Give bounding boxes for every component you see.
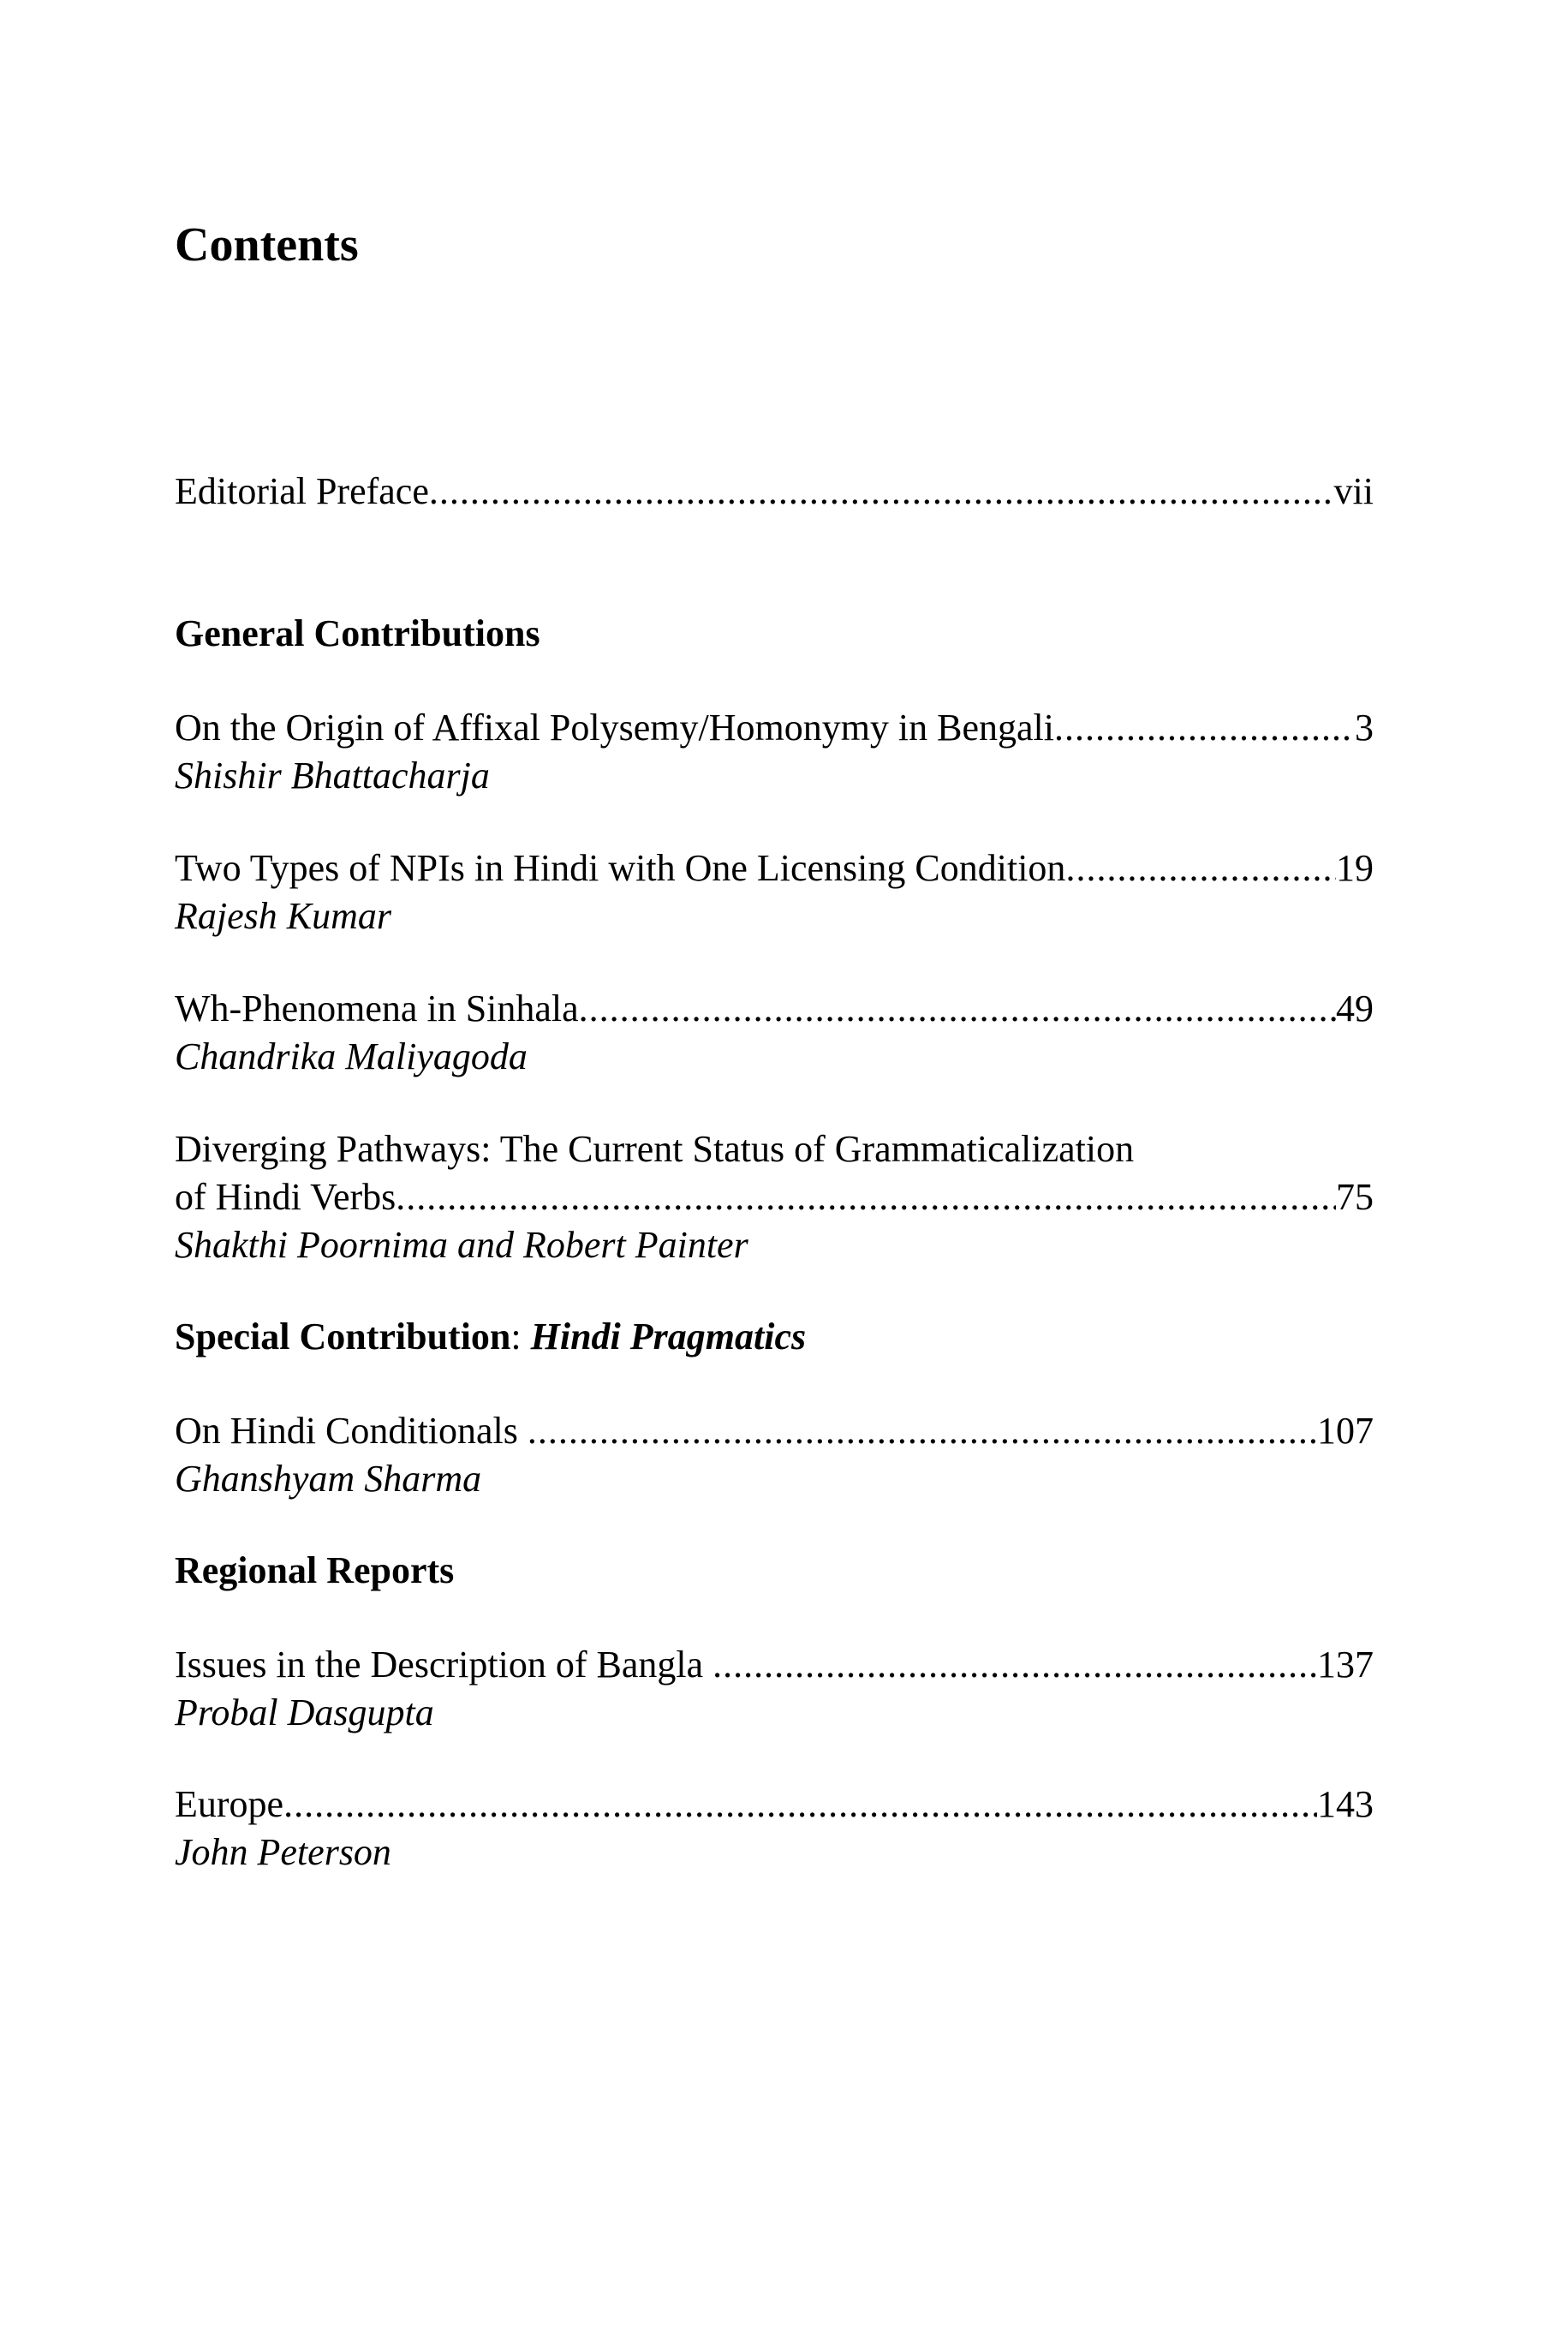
toc-line <box>175 985 1374 1033</box>
page-number: 143 <box>1317 1783 1374 1825</box>
page-title: Contents <box>175 218 359 271</box>
entry-title: On the Origin of Affixal Polysemy/Homonymy in Bengali <box>175 707 1054 749</box>
page-number: vii <box>1333 470 1374 512</box>
section-heading-general: General Contributions <box>175 612 540 654</box>
entry-author: Chandrika Maliyagoda <box>175 1035 528 1077</box>
page-number: 3 <box>1355 707 1374 749</box>
toc-entry-editorial-preface <box>175 468 1374 516</box>
toc-entry <box>175 844 1374 940</box>
dot-leader <box>579 985 1336 1033</box>
dot-leader <box>528 1407 1317 1455</box>
page-number: 137 <box>1317 1644 1374 1686</box>
dot-leader <box>1054 704 1355 752</box>
toc-line <box>175 468 1374 516</box>
dot-leader <box>283 1781 1317 1829</box>
entry-title: On Hindi Conditionals <box>175 1410 528 1452</box>
toc-line <box>175 1173 1374 1221</box>
entry-author: Shishir Bhattacharja <box>175 755 490 797</box>
dot-leader <box>712 1641 1317 1689</box>
toc-line <box>175 704 1374 752</box>
entry-title: of Hindi Verbs <box>175 1176 396 1218</box>
entry-title: Two Types of NPIs in Hindi with One Licensing Condition <box>175 847 1066 889</box>
page-number: 19 <box>1336 847 1374 889</box>
entry-author: John Peterson <box>175 1831 391 1873</box>
toc-entry <box>175 1125 1374 1269</box>
entry-author: Probal Dasgupta <box>175 1692 434 1733</box>
toc-line <box>175 1407 1374 1455</box>
toc-line <box>175 1781 1374 1829</box>
entry-author: Rajesh Kumar <box>175 895 391 937</box>
entry-title: Editorial Preface <box>175 470 429 512</box>
toc-entry <box>175 704 1374 800</box>
entry-author: Ghanshyam Sharma <box>175 1458 482 1500</box>
toc-entry <box>175 985 1374 1081</box>
toc-entry <box>175 1407 1374 1503</box>
section-heading-separator: : <box>510 1316 531 1357</box>
page-number: 49 <box>1336 987 1374 1029</box>
entry-title: Wh-Phenomena in Sinhala <box>175 987 579 1029</box>
section-heading-prefix: Special Contribution <box>175 1316 511 1357</box>
page-number: 75 <box>1336 1176 1374 1218</box>
toc-line <box>175 1641 1374 1689</box>
toc-entry <box>175 1781 1374 1877</box>
entry-title-line-1: Diverging Pathways: The Current Status of Grammaticalization <box>175 1128 1135 1170</box>
dot-leader <box>1065 844 1336 892</box>
page-number: 107 <box>1317 1410 1374 1452</box>
entry-title: Europe <box>175 1783 284 1825</box>
dot-leader <box>396 1173 1336 1221</box>
dot-leader <box>429 468 1334 516</box>
section-heading-special <box>175 1313 806 1361</box>
toc-line <box>175 844 1374 892</box>
toc-entry <box>175 1641 1374 1737</box>
section-heading-regional: Regional Reports <box>175 1549 455 1591</box>
entry-title: Issues in the Description of Bangla <box>175 1644 713 1686</box>
section-heading-topic: Hindi Pragmatics <box>530 1316 807 1357</box>
entry-author: Shakthi Poornima and Robert Painter <box>175 1224 748 1266</box>
